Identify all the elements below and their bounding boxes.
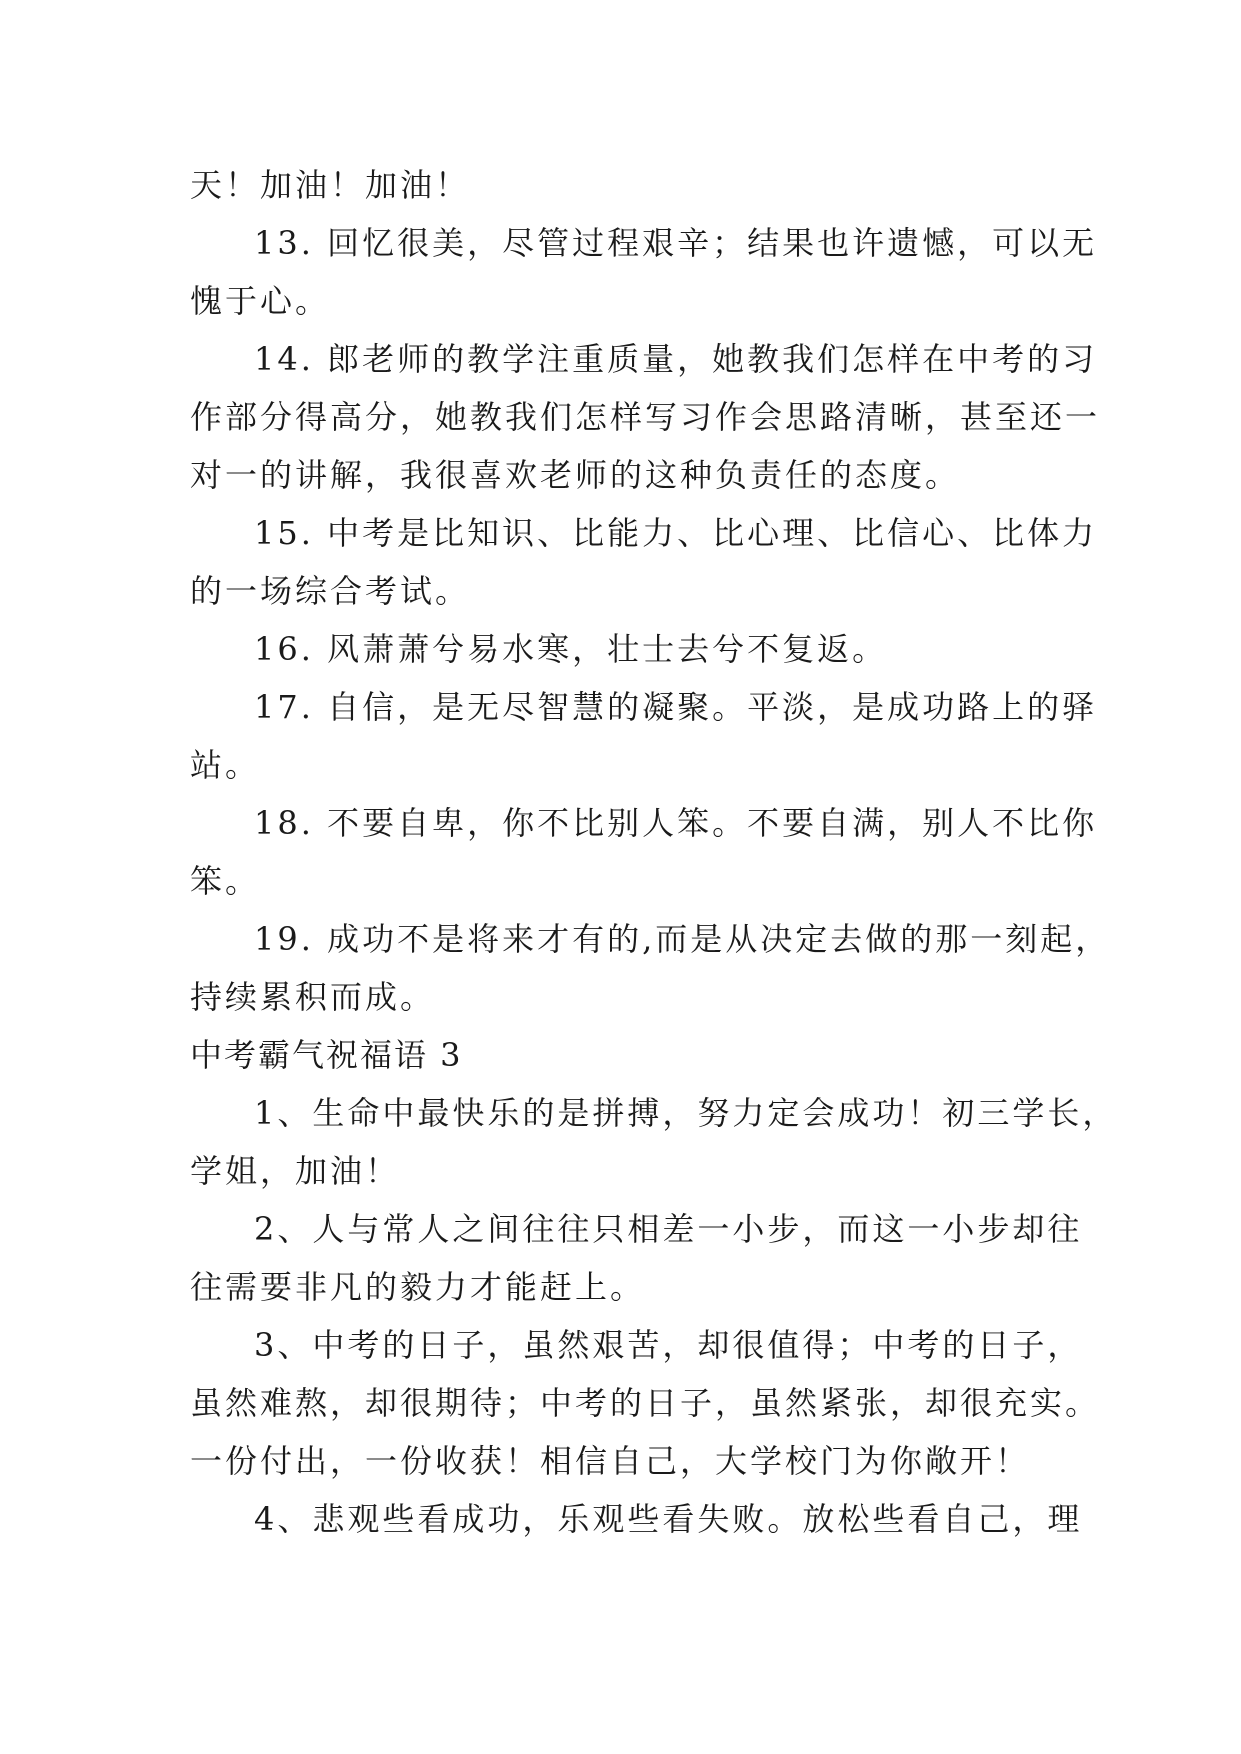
list-item-4: 4、悲观些看成功，乐观些看失败。放松些看自己，理 [254, 1500, 1083, 1538]
text-line: 笨。 [190, 862, 261, 900]
text-line: 持续累积而成。 [190, 978, 436, 1016]
text-line: 往需要非凡的毅力才能赶上。 [190, 1268, 646, 1306]
list-item-13: 13. 回忆很美，尽管过程艰辛；结果也许遗憾，可以无 [254, 224, 1098, 262]
text-line: 学姐，加油！ [190, 1152, 401, 1190]
list-item-18: 18. 不要自卑，你不比别人笨。不要自满，别人不比你 [254, 804, 1098, 842]
document-page [190, 156, 1118, 1548]
list-item-14: 14. 郎老师的教学注重质量，她教我们怎样在中考的习 [254, 340, 1098, 378]
list-item-16: 16. 风萧萧兮易水寒，壮士去兮不复返。 [254, 630, 888, 668]
list-item-17: 17. 自信，是无尽智慧的凝聚。平淡，是成功路上的驿 [254, 688, 1098, 726]
text-line: 作部分得高分，她教我们怎样写习作会思路清晰，甚至还一 [190, 398, 1101, 436]
text-line: 天！加油！加油！ [190, 166, 471, 204]
list-item-19: 19. 成功不是将来才有的,而是从决定去做的那一刻起， [254, 920, 1111, 958]
section-heading: 中考霸气祝福语 3 [190, 1036, 463, 1074]
text-line: 虽然难熬，却很期待；中考的日子，虽然紧张，却很充实。 [190, 1384, 1101, 1422]
text-line: 站。 [190, 746, 261, 784]
list-item-3: 3、中考的日子，虽然艰苦，却很值得；中考的日子， [254, 1326, 1083, 1364]
text-line: 的一场综合考试。 [190, 572, 471, 610]
text-line: 愧于心。 [190, 282, 331, 320]
list-item-2: 2、人与常人之间往往只相差一小步，而这一小步却往 [254, 1210, 1083, 1248]
list-item-15: 15. 中考是比知识、比能力、比心理、比信心、比体力 [254, 514, 1098, 552]
text-line: 对一的讲解，我很喜欢老师的这种负责任的态度。 [190, 456, 961, 494]
list-item-1: 1、生命中最快乐的是拼搏，努力定会成功！初三学长， [254, 1094, 1118, 1132]
text-line: 一份付出，一份收获！相信自己，大学校门为你敞开！ [190, 1442, 1031, 1480]
